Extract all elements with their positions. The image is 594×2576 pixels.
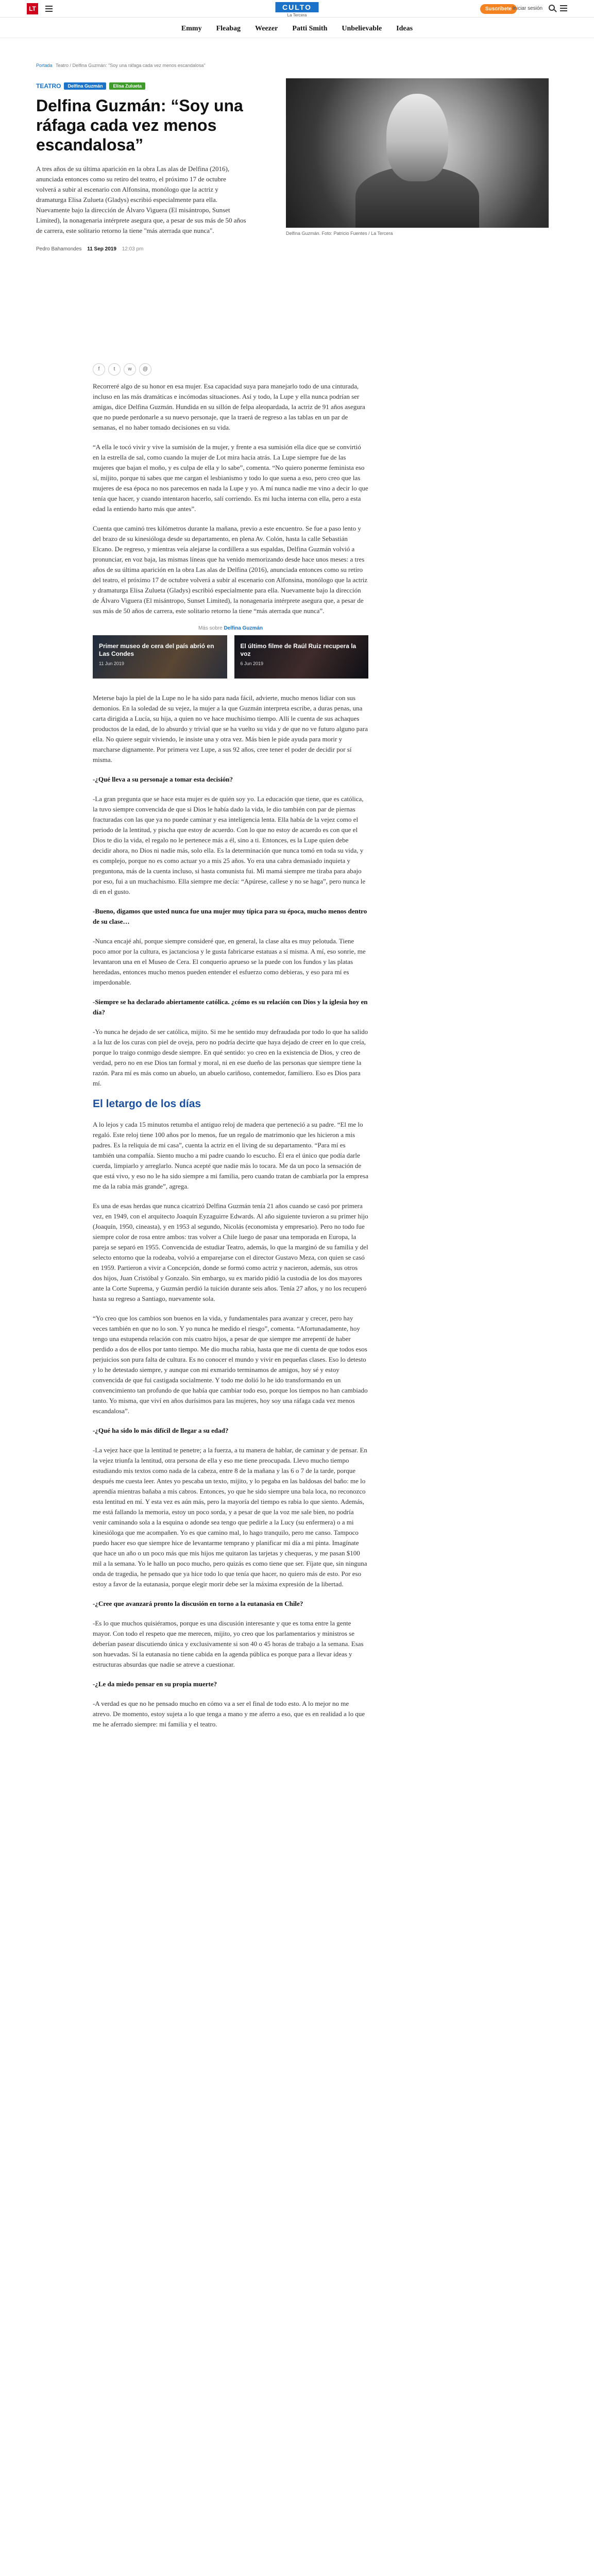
topic-link[interactable]: Unbelievable (342, 25, 382, 32)
share-facebook-icon[interactable]: f (93, 363, 105, 376)
author-name[interactable]: Pedro Bahamondes (36, 246, 82, 252)
related-label (93, 625, 368, 631)
article-tags (36, 82, 247, 90)
related-date: 11 Jun 2019 (99, 661, 124, 666)
related-articles (93, 625, 368, 679)
breadcrumb-path: Teatro / Delfina Guzmán: "Soy una ráfaga cada vez menos escandalosa" (56, 63, 206, 68)
photo-figure-head (386, 94, 448, 181)
paragraph: Es una de esas herdas que nunca cicatrizó Delfina Guzmán tenía 21 años cuando se casó por primera vez, en 1949, con el arquitecto Joaquín Eyzaguirre Edwards. Al año siguiente tuvieron a su primer hijo (Joaquín, 1950, cineasta), y en 1953 al segundo, Nicolás (economista y empresario). Pero no todo fue siempre color de rosa entre ambos: tras volver a Chile luego de pasar una temporada en Europa, la pareja se separó en 1955. Convencida de estudiar Teatro, además, lo que la marginó de su familia y del selecto entorno que la rodeaba, volvió a emparejarse con el director Gustavo Meza, con quien se casó en 1959. Partieron a vivir a Concepción, donde se formó como actriz y nacieron, además, sus otros dos hijos, Juan Cristóbal y Gonzalo. Sin embargo, su ex marido pidió la custodia de los dos mayores ante la Corte Suprema, y Guzmán perdió la tuición durante seis años. Tenía 27 años, y no los recuperó hasta su regreso a Santiago, nuevamente sola. (93, 1202, 368, 1302)
related-title: El último filme de Raúl Ruiz recupera la voz (240, 642, 357, 657)
paragraph: “A ella le tocó vivir y vive la sumisión de la mujer, y frente a esa sumisión ella dice que se convirtió en la estrella de sal, como cuando la mujer de Lot mira hacia atrás. La Lupe siempre fue de las mujeres que bajan el moño, y es culpa de ella y lo sabe”, comenta. “No quiero ponerme feminista eso sí, mijito, porque tú sabes que me cargan el lesbianismo y todo lo que suena a eso, pero creo que las mujeres de esa época no nos parecemos en nada la Lupe y yo. A mí nunca nadie me vino a decir lo que tenía que hacer, y cuando intentaron hacerlo, salí corriendo. Es mi lucha interna con ella, pero a esta edad la entiendo harto más que antes”. (93, 443, 368, 513)
subscribe-button[interactable]: Suscríbete (480, 4, 517, 14)
culto-logo[interactable] (275, 2, 319, 18)
interview-question: -Bueno, digamos que usted nunca fue una mujer muy típica para su época, mucho menos dentro de su clase… (93, 907, 367, 925)
interview-answer: -Yo nunca he dejado de ser católica, mijito. Si me he sentido muy defraudada por todo lo que ha salido a la luz de los curas con piel de oveja, pero no podría decirte que haya dejado de creer en lo que creía, porque lo traigo conmigo desde siempre. En qué sentido: yo creo en la existencia de Dios, y creo de verdad, pero no en ese Dios tan formal y moral, ni en ese dueño de las personas que siempre tiene la razón. Para mí es más como un abuelo, un abuelo cariñoso, contemedor, familiero. Eso es Dios para mí. (93, 1028, 368, 1087)
la-tercera-logo[interactable]: LT (27, 3, 38, 14)
article-body (93, 381, 368, 1739)
topic-link[interactable]: Weezer (255, 25, 278, 32)
top-bar (0, 0, 594, 18)
article-header (36, 82, 247, 252)
interview-answer: -La vejez hace que la lentitud te penetre; a la fuerza, a tu manera de hablar, de caminar y de pensar. En la vejez triunfa la lentitud, otra persona de ella y eso me tiene preocupada. Llevo mucho tiempo estudiando mis textos como nada de la cabeza, entre 8 de la mañana y las 6 o 7 de la tarde, porque después me cuesta leer. Antes yo pescaba un texto, mijito, y lo pegaba en las baldosas del baño: me lo aprendía mientras bañaba a mis cabros. Entonces, yo que he sido siempre una bala loca, no reconozco esta lentitud en mí. Y esta vez es aún más, pero la mayoría del tiempo es rabia lo que siento. Además, me está fallando la memoria, estoy un poco sorda, y a pesar de que la voz me sale bien, no podría venir caminando sola a la esquina o adonde sea tengo que pedirle a la Lucy (su enfermera) o a mi kinesióloga que me acompañen. Yo es que camino mal, lo hago tranquilo, pero me canso. Tampoco puedo hacer eso que siempre hice de levantarme temprano y planificar mi día a mi pinta. Imagínate que hace un año o un poco más que mis hijos me quitaron las tarjetas y chequeras, y me pasan $100 mil a la semana. Yo le hallo un poco mucho, pero quizás es como tiene que ser. Fíjate que, sin ninguna onda de tragedia, he pensado que ya hice todo lo que tenía que hacer, no quiero más de esto. Por eso estoy a favor de la eutanasia, porque elegir morir debe ser la máxima expresión de la libertad. (93, 1446, 367, 1588)
culto-brand-sub: La Tercera (287, 13, 307, 18)
related-card[interactable] (93, 635, 227, 679)
share-twitter-icon[interactable]: t (108, 363, 121, 376)
share-buttons (93, 363, 151, 376)
related-card[interactable] (234, 635, 369, 679)
related-title: Primer museo de cera del país abrió en Las Condes (99, 642, 214, 657)
section-tag[interactable]: TEATRO (36, 82, 61, 90)
section-heading: El letargo de los días (93, 1098, 201, 1110)
tag-chip[interactable]: Delfina Guzmán (64, 82, 106, 90)
breadcrumb (36, 63, 206, 68)
interview-answer: -A verdad es que no he pensado mucho en cómo va a ser el final de todo esto. A lo mejor no me atrevo. De momento, estoy sujeta a lo que tenga a mano y me aferro a eso, que es en realidad a lo que me he aferrado siempre: mi familia y el teatro. (93, 1700, 365, 1728)
article-headline: Delfina Guzmán: “Soy una ráfaga cada vez menos escandalosa” (36, 96, 243, 154)
topic-link[interactable]: Ideas (396, 25, 413, 32)
culto-brand: CULTO (275, 2, 319, 12)
interview-question: -¿Qué lleva a su personaje a tomar esta decisión? (93, 775, 233, 783)
topic-link[interactable]: Fleabag (216, 25, 241, 32)
paragraph: “Yo creo que los cambios son buenos en la vida, y fundamentales para avanzar y crecer, pero hay veces también en que no lo son. Y yo nunca he medido el riesgo”, comenta. “Afortunadamente, hoy tengo una estupenda relación con mis cuatro hijos, a pesar de que siempre me arrepentí de haber perdido a dos de ellos por tanto tiempo. Me dio mucha rabia, hasta que me di cuenta de que todos esos perjuicios son pura falta de cultura. Es no conocer el mundo y vivir en pequeñas clases. Eso lo detesto y lo he detestado siempre, y aunque con mi exmarido terminamos de amigos, hoy sé y estoy convencida de que fui castigada socialmente. Y todo me dolió lo he ido transformando en un convencimiento tan profundo de que había que cambiar todo eso, porque los tiempos no han cambiado tanto. Yo misma, que viví en años durísimos para las mujeres, hoy soy una ráfaga cada vez menos escandalosa”. (93, 1314, 368, 1415)
photo-caption: Delfina Guzmán. Foto: Patricio Fuentes / La Tercera (286, 231, 393, 236)
topics-nav (0, 18, 594, 38)
topic-link[interactable]: Emmy (181, 25, 202, 32)
search-icon[interactable] (549, 5, 555, 11)
share-email-icon[interactable]: @ (139, 363, 151, 376)
hero-photo (286, 78, 549, 228)
paragraph: Meterse bajo la piel de la Lupe no le ha sido para nada fácil, advierte, mucho menos lidiar con sus demonios. En la soledad de su vejez, la mujer a la que Guzmán interpreta escribe, a duras penas, una carta dirigida a Lucía, su hija, a quien no ve hace muchísimo tiempo. Allí le cuenta de sus achaques productos de la edad, de lo absurdo y trivial que se ha vuelto su vida y de que no ve futuro alguno para ella. No quiere seguir viviendo, le insiste una y otra vez. Más bien le pide ayuda para morir y marcharse dignamente. Por primera vez Lupe, a sus 92 años, cree tener el poder de decidir por sí misma. (93, 694, 368, 764)
interview-answer: -Es lo que muchos quisiéramos, porque es una discusión interesante y que es toma entre la gente mayor. Con todo el respeto que me merecen, mijito, yo creo que los parlamentarios y ministros se deberían pasear discutiendo única y exclusivamente si son 40 o 45 horas de trabajo a la semana. Esas son huevadas. Sí la eutanasia no tiene cabida en la agenda pública es porque para a llevar ideas y estructuras absurdas que nadie se atreve a cuestionar. (93, 1619, 364, 1668)
breadcrumb-root[interactable]: Portada (36, 63, 53, 68)
tag-chip[interactable]: Elisa Zulueta (109, 82, 145, 90)
related-tag[interactable]: Delfina Guzmán (224, 625, 263, 631)
paragraph: Cuenta que caminó tres kilómetros durante la mañana, previo a este encuentro. Se fue a paso lento y del brazo de su kinesióloga desde su departamento, en plena Av. Colón, hasta la calle Sebastián Elcano. De regreso, y mientras veía alejarse la cordillera a sus espaldas, Delfina Guzmán volvió a pronunciar, en voz baja, las mismas líneas que ha venido memorizando desde hace unos meses: a tres años de su última aparición en la obra Las alas de Delfina (2016), anunciada entonces como su retiro del teatro, el próximo 17 de octubre volverá a subir al escenario con Alfonsina, monólogo que la actriz y dramaturga Elisa Zulueta (Gladys) escribió especialmente para ella. Nuevamente bajo la dirección de Álvaro Viguera (El misántropo, Sunset Limited), la nonagenaria intérprete asegura que, a pesar de sus más de 50 años de carrera, este solitario retorno la tiene “más aterrada que nunca”. (93, 524, 368, 615)
interview-question: -¿Qué ha sido lo más difícil de llegar a su edad? (93, 1427, 229, 1434)
related-label-text: Más sobre (198, 625, 223, 631)
login-link[interactable]: Iniciar sesión (512, 6, 542, 11)
publish-time: 12:03 pm (122, 246, 144, 252)
related-cards (93, 635, 368, 679)
share-whatsapp-icon[interactable]: w (124, 363, 136, 376)
menu-icon[interactable] (560, 5, 567, 12)
paragraph: Recorreré algo de su honor en esa mujer. Esa capacidad suya para manejarlo todo de una cinturada, incluso en las más dramáticas e incómodas situaciones. Así y todo, la Lupe y ella nunca podrían ser amigas, dice Delfina Guzmán. Hundida en su sillón de felpa aleopardada, la actriz de 91 años asegura que no puede perdonarle a su nuevo personaje, que la traerá de regreso a las tablas en un par de semanas, el no haber tomado decisiones en su vida. (93, 382, 365, 431)
interview-question: -¿Cree que avanzará pronto la discusión en torno a la eutanasia en Chile? (93, 1600, 303, 1607)
paragraph: A lo lejos y cada 15 minutos retumba el antiguo reloj de madera que perteneció a su padre. “El me lo regaló. Este reloj tiene 100 años por lo menos, fue un regalo de matrimonio que les hicieron a mis padres. Es la reliquia de mi casa”, cuenta la actriz en el living de su departamento. “Para mí es también una compañía. Siento mucho a mi padre cuando lo escucho. Él era el único que podía darle cuerda, limpiarlo y arreglarlo. Nunca acepté que nadie más lo tocara. Me da un poco la sensación de que está vivo, y eso no le ha sido siempre a mi familia, pero cuando tratan de cambiarla por la empresa me da la rabia más grande”, agrega. (93, 1121, 368, 1190)
topic-link[interactable]: Patti Smith (292, 25, 328, 32)
interview-answer: -La gran pregunta que se hace esta mujer es de quién soy yo. La educación que tiene, que es católica, la tuvo siempre convencida de que si Dios le había dado la vida, le dio también con par de piernas fracturadas con las que ya no puede caminar y esa inteligencia lenta. Ella había de la vejez como el periodo de la lentitud, y pischa que estoy de acuerdo. Con lo que no estoy de acuerdo es con que el Dios te dio la vida, el regalo no le pertenece más a él, sino a ti. Entonces, es la Lupe quien debe decidir ahora, no Dios ni nadie más, solo ella. Es la determinación que nunca tomó en toda su vida, y es complejo, porque no es como actuar yo a mis 25 años. Yo era una cabra demasiado inquieta y preguntona, más de la cuenta incluso, si hasta comunista fui. Mi mamá siempre me tiraba para abajo por eso, fui a un muchachismo. Ella siempre me decía: “Apúrese, callese y no se haga”, pero nunca le di en el gusto. (93, 795, 366, 895)
article-lede: A tres años de su última aparición en la obra Las alas de Delfina (2016), anunciada entonces como su retiro del teatro, el próximo 17 de octubre volverá a subir al escenario con Alfonsina, monólogo que la actriz y dramaturga Elisa Zulueta (Gladys) escribió especialmente para ella. Nuevamente bajo la dirección de Álvaro Viguera (El misántropo, Sunset Limited), la nonagenaria intérprete asegura que, a pesar de sus más de 50 años de carrera, este solitario retorno la tiene "más aterrada que nunca". (36, 165, 246, 234)
interview-question: -¿Le da miedo pensar en su propia muerte? (93, 1680, 217, 1688)
interview-question: -Siempre se ha declarado abiertamente católica. ¿cómo es su relación con Dios y la iglesia hoy en día? (93, 998, 368, 1016)
byline (36, 246, 247, 252)
related-date: 6 Jun 2019 (240, 661, 264, 666)
publish-date: 11 Sep 2019 (87, 246, 116, 252)
hamburger-icon[interactable] (45, 6, 53, 12)
interview-answer: -Nunca encajé ahí, porque siempre consideré que, en general, la clase alta es muy pelotuda. Tiene poco amor por la cultura, es jactanciosa y le gusta fabricarse estatuas a sí misma. A mí, eso sonrie, me levantaron una en el Museo de Cera. El conquerio aprueso se la puede con los fundos y las platas heredadas, entonces mucho menos pueden entender el esfuerzo como debieras, y eso para mí es imperdonable. (93, 937, 366, 986)
